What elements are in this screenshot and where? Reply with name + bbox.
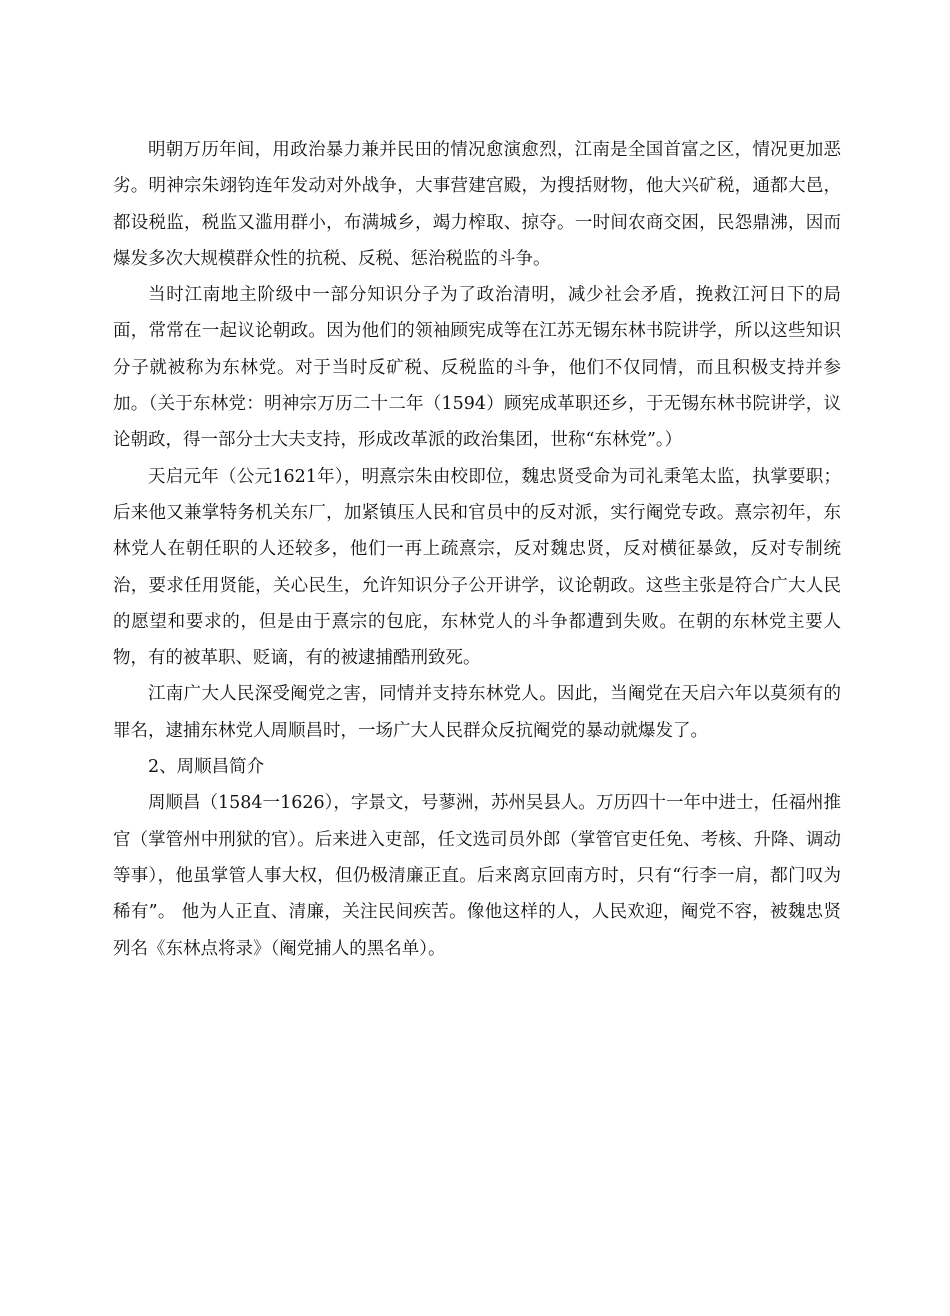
document-body xyxy=(113,132,841,967)
paragraph-tianqi-era: 天启元年（公元1621年），明熹宗朱由校即位，魏忠贤受命为司礼秉笔太监，执掌要职；后来他又兼掌特务机关东厂，加紧镇压人民和官员中的反对派，实行阉党专政。熹宗初年，东林党人在朝任职的人还较多，他们一再上疏熹宗，反对魏忠贤，反对横征暴敛，反对专制统治，要求任用贤能，关心民生，允许知识分子公开讲学，议论朝政。这些主张是符合广大人民的愿望和要求的，但是由于熹宗的包庇，东林党人的斗争都遭到失败。在朝的东林党主要人物，有的被革职、贬谪，有的被逮捕酷刑致死。 xyxy=(113,466,841,669)
section-heading: 2、周顺昌简介 xyxy=(148,757,265,778)
paragraph-jiangnan-uprising: 江南广大人民深受阉党之害，同情并支持东林党人。因此，当阉党在天启六年以莫须有的罪名，逮捕东林党人周顺昌时，一场广大人民群众反抗阉党的暴动就爆发了。 xyxy=(113,684,841,741)
paragraph-zhou-shunchang: 周顺昌（1584一1626），字景文，号蓼洲，苏州吴县人。万历四十一年中进士，任福州推官（掌管州中刑狱的官）。后来进入吏部，任文选司员外郎（掌管官吏任免、考核、升降、调动等事），他虽掌管人事大权，但仍极清廉正直。后来离京回南方时，只有“行李一肩，都门叹为稀有”。 他为人正直、清廉，关注民间疾苦。像他这样的人，人民欢迎，阉党不容，被魏忠贤列名《东林点将录》（阉党捕人的黑名单）。 xyxy=(113,793,841,959)
paragraph-tax-background: 明朝万历年间，用政治暴力兼并民田的情况愈演愈烈，江南是全国首富之区，情况更加恶劣。明神宗朱翊钧连年发动对外战争，大事营建宫殿，为搜括财物，他大兴矿税，通都大邑，都设税监，税监又滥用群小，布满城乡，竭力榨取、掠夺。一时间农商交困，民怨鼎沸，因而爆发多次大规模群众性的抗税、反税、惩治税监的斗争。 xyxy=(113,140,841,269)
paragraph-donglin-party: 当时江南地主阶级中一部分知识分子为了政治清明，减少社会矛盾，挽救江河日下的局面，常常在一起议论朝政。因为他们的领袖顾宪成等在江苏无锡东林书院讲学，所以这些知识分子就被称为东林党。对于当时反矿税、反税监的斗争，他们不仅同情，而且积极支持并参加。（关于东林党：明神宗万历二十二年（1594）顾宪成革职还乡，于无锡东林书院讲学，议论朝政，得一部分士大夫支持，形成改革派的政治集团，世称“东林党”。） xyxy=(113,285,841,451)
